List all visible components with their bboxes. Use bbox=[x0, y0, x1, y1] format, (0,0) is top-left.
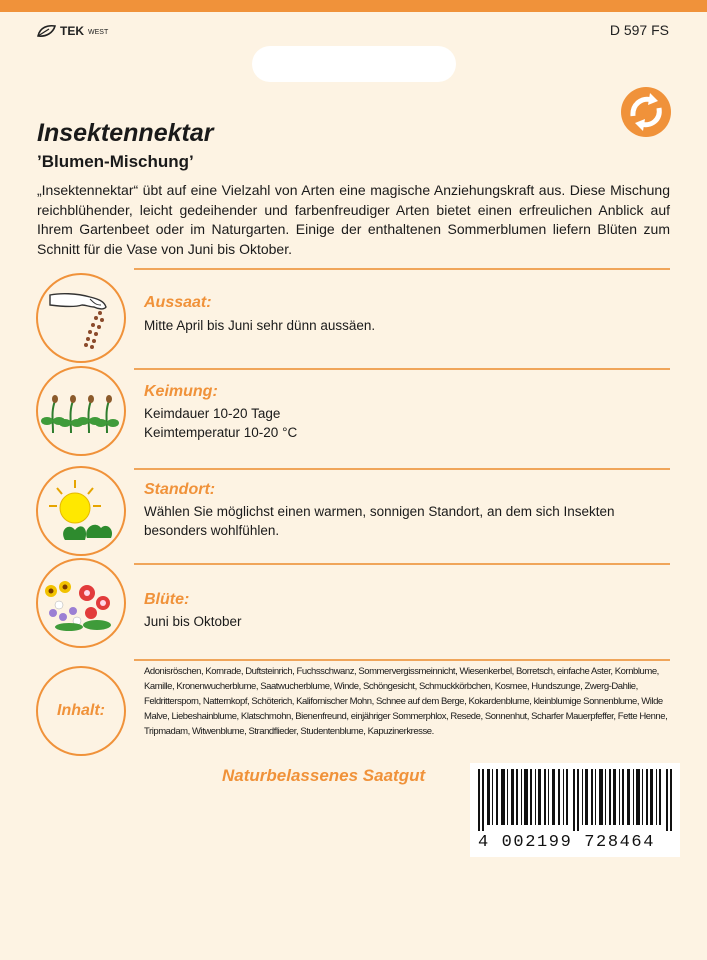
bluete-text: Juni bis Oktober bbox=[144, 614, 242, 629]
keimung-icon-circle bbox=[36, 366, 126, 456]
seedlings-icon bbox=[41, 381, 121, 441]
page-subtitle: ’Blumen-Mischung’ bbox=[37, 152, 194, 171]
keimung-line1: Keimdauer 10-20 Tage bbox=[144, 406, 281, 421]
product-code: D 597 FS bbox=[609, 22, 669, 38]
brand-name: TEK bbox=[60, 24, 84, 38]
standort-icon-circle bbox=[36, 466, 126, 556]
bluete-icon-circle bbox=[36, 558, 126, 648]
standort-text: Wählen Sie möglichst einen warmen, sonnigen Standort, an dem sich Insekten besonders wohlfühlen. bbox=[144, 504, 615, 538]
divider bbox=[134, 468, 670, 470]
recycle-icon bbox=[620, 86, 672, 138]
keimung-title: Keimung: bbox=[144, 383, 218, 400]
divider bbox=[134, 268, 670, 270]
keimung-line2: Keimtemperatur 10-20 °C bbox=[144, 425, 298, 440]
aussaat-icon-circle bbox=[36, 273, 126, 363]
divider bbox=[134, 659, 670, 661]
divider bbox=[134, 368, 670, 370]
intro-text: „Insektennektar“ übt auf eine Vielzahl von Arten eine magische Anziehungskraft aus. Diese Mischung reichblühender, leicht gedeihender und farbenfreudiger Arten bietet einen erfreulichen Anblick auf Ihrem Gartenbeet oder im Naturgarten. Einige der enthaltenen Sommerblumen liefern Blüten zum Schnitt für die Vase von Juni bis Oktober. bbox=[37, 182, 670, 257]
leaf-logo-icon bbox=[36, 24, 56, 38]
aussaat-text: Mitte April bis Juni sehr dünn aussäen. bbox=[144, 318, 376, 333]
inhalt-circle bbox=[36, 666, 126, 756]
sun-icon bbox=[45, 478, 117, 544]
brand-suffix: WEST bbox=[88, 29, 109, 36]
natural-seed-note: Naturbelassenes Saatgut bbox=[222, 766, 426, 785]
divider bbox=[134, 563, 670, 565]
barcode bbox=[470, 763, 680, 857]
barcode-number: 4 002199 728464 bbox=[478, 833, 656, 852]
barcode-bars bbox=[478, 769, 672, 831]
top-orange-bar bbox=[0, 0, 707, 12]
inhalt-title: Inhalt: bbox=[57, 702, 105, 719]
aussaat-title: Aussaat: bbox=[144, 294, 212, 311]
brand-logo bbox=[36, 24, 108, 38]
page-title: Insektennektar bbox=[37, 119, 214, 147]
hang-hole bbox=[252, 46, 456, 82]
inhalt-text: Adonisröschen, Kornrade, Duftsteinrich, Fuchsschwanz, Sommervergissmeinnicht, Wiesenkerbel, Borretsch, einfache Aster, Kornblume, Kamille, Kronenwucherblume, Saatwucherblume, Winde, Schöngesicht, Schmuckkörbchen, Kosmee, Hundszunge, Zwerg-Dahlie, Feldrittersporn, Natternkopf, Schöterich, Kalifornischer Mohn, Schnee auf dem Berge, Kokardenblume, kleinblumige Sonnenblume, Wilde Malve, Liebeshainblume, Klatschmohn, Bienenfreund, einjähriger Sommerphlox, Resede, Sonnenhut, Scharfer Mauerpfeffer, Fette Henne, Tripmadam, Witwenblume, Strandflieder, Studentenblume, Kapuzinerkresse. bbox=[144, 666, 668, 737]
standort-title: Standort: bbox=[144, 481, 216, 498]
bluete-title: Blüte: bbox=[144, 591, 190, 608]
flowers-icon bbox=[43, 573, 119, 633]
sowing-hand-icon bbox=[46, 283, 116, 353]
